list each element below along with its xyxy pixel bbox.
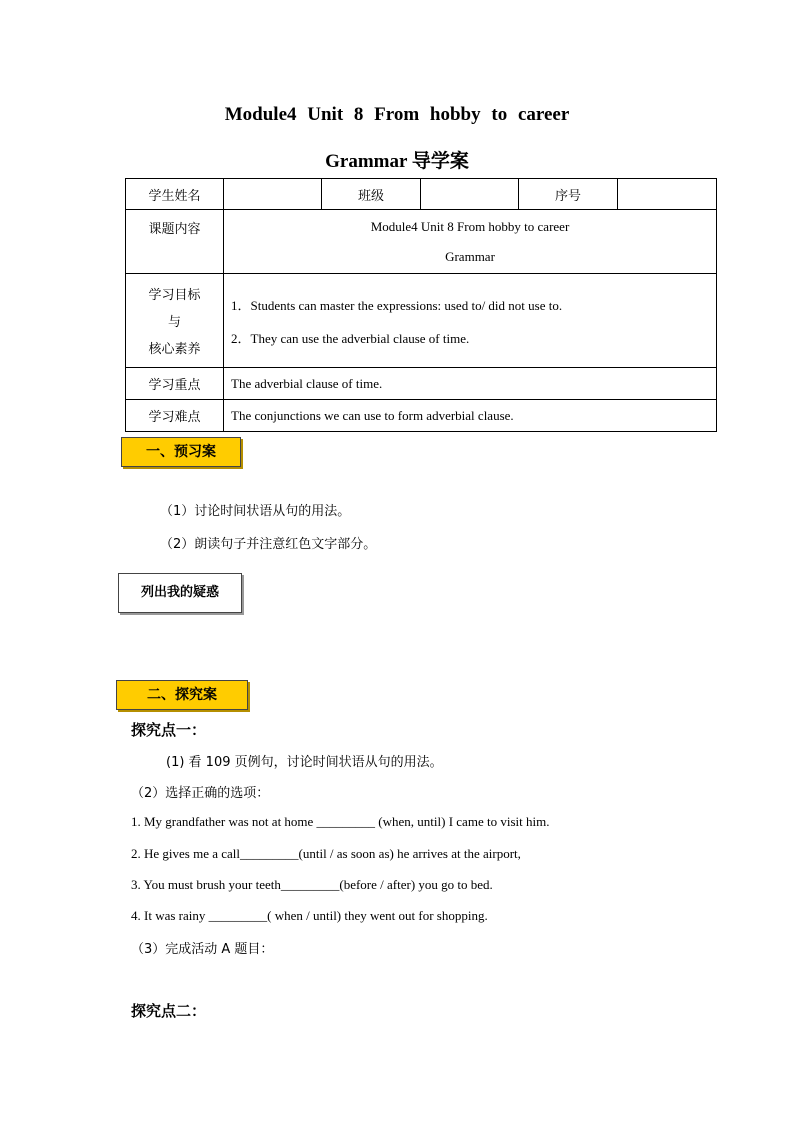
goal-item-1: 1．Students can master the expressions: used to/ did not use to.: [231, 297, 563, 313]
explore-point-2: 探究点二：: [131, 1002, 207, 1020]
table-row: [126, 210, 717, 274]
question-2: 2. He gives me a call_________(until / as soon as) he arrives at the airport,: [131, 846, 521, 861]
goals-label-line-3: 核心素养: [148, 342, 201, 357]
table-row: [126, 400, 717, 432]
explore-step-3: （3）完成活动 A 题目：: [131, 942, 274, 957]
question-1: 1. My grandfather was not at home _________ (when, until) I came to visit him.: [131, 814, 550, 829]
document-subtitle: Grammar 导学案: [325, 151, 469, 172]
class-label: 班级: [322, 179, 421, 210]
goal-item-2: 2．They can use the adverbial clause of time.: [231, 330, 470, 346]
key-points-text: The adverbial clause of time.: [224, 368, 717, 400]
difficulties-label: 学习难点: [126, 400, 224, 432]
goals-content: [224, 274, 717, 368]
difficulties-text: The conjunctions we can use to form adverbial clause.: [224, 400, 717, 432]
question-4: 4. It was rainy _________( when / until) they went out for shopping.: [131, 908, 488, 923]
topic-line-1: Module4 Unit 8 From hobby to career: [370, 218, 570, 234]
table-row: [126, 368, 717, 400]
key-points-label: 学习重点: [126, 368, 224, 400]
student-name-label: 学生姓名: [126, 179, 224, 210]
explore-section-heading: 二、探究案: [116, 680, 248, 710]
topic-label: 课题内容: [126, 210, 224, 274]
info-table: [125, 178, 717, 432]
preview-section-heading: 一、预习案: [121, 437, 241, 467]
topic-line-2: Grammar: [445, 248, 495, 264]
question-3: 3. You must brush your teeth_________(before / after) you go to bed.: [131, 877, 493, 892]
table-row: [126, 274, 717, 368]
goals-label-line-1: 学习目标: [148, 288, 201, 303]
explore-step-1: (1) 看 109 页例句，讨论时间状语从句的用法。: [166, 755, 443, 770]
table-row: [126, 179, 717, 210]
number-label: 序号: [519, 179, 618, 210]
document-title: Module4 Unit 8 From hobby to career: [224, 104, 570, 125]
preview-item-2: （2）朗读句子并注意红色文字部分。: [160, 537, 377, 552]
class-field[interactable]: [421, 179, 519, 210]
preview-item-1: （1）讨论时间状语从句的用法。: [160, 504, 351, 519]
explore-step-2: （2）选择正确的选项：: [131, 786, 270, 801]
goals-label: [126, 274, 224, 368]
doubts-box: 列出我的疑惑: [118, 573, 242, 613]
number-field[interactable]: [618, 179, 717, 210]
explore-point-1: 探究点一：: [131, 721, 207, 739]
topic-content: [224, 210, 717, 274]
student-name-field[interactable]: [224, 179, 322, 210]
goals-label-line-2: 与: [167, 315, 181, 330]
